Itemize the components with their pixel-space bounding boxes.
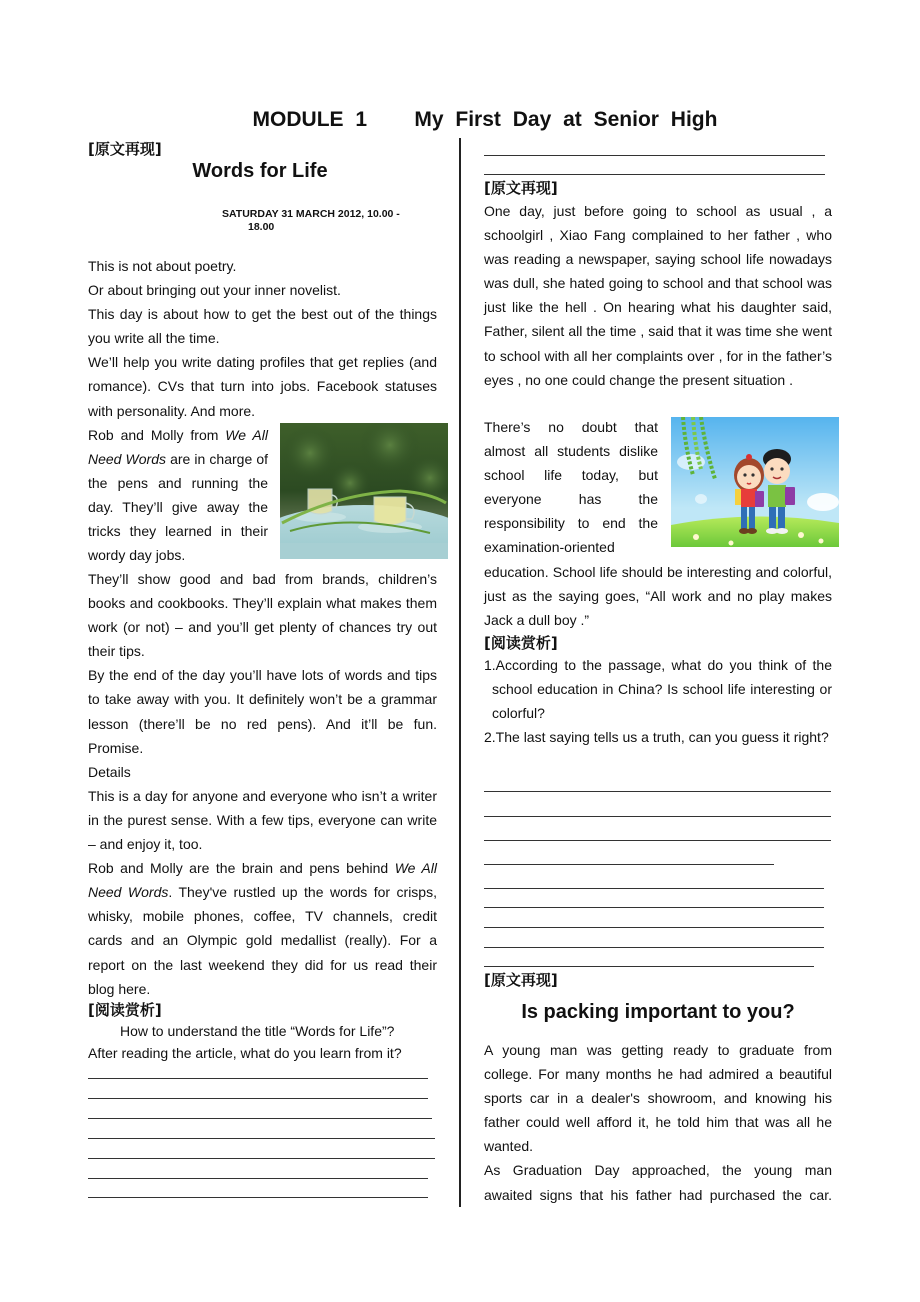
dateline-line2: 18.00	[248, 221, 275, 233]
details-heading: Details	[88, 763, 131, 780]
answer-line[interactable]	[88, 1118, 432, 1119]
intro-paragraphs	[88, 254, 437, 423]
answer-line[interactable]	[484, 966, 814, 967]
answer-line[interactable]	[484, 840, 831, 841]
answer-line[interactable]	[484, 816, 831, 817]
page-title: MODULE 1 My First Day at Senior High	[252, 108, 718, 131]
article-title-packing: Is packing important to you?	[521, 1001, 795, 1023]
answer-line[interactable]	[484, 907, 824, 908]
paragraph: As Graduation Day approached, the young man awaited signs that his father had purchased the car.	[484, 1162, 832, 1203]
question-2: 2.The last saying tells us a truth, can you guess it right?	[484, 729, 829, 745]
answer-line[interactable]	[484, 155, 825, 156]
paragraph: We’ll help you write dating profiles that get replies (and romance). CVs that turn into jobs. Facebook statuses with personality. And more.	[88, 354, 437, 419]
column-divider	[459, 138, 461, 1207]
analysis-question: How to understand the title “Words for Life”? After reading the article, what do you learn from it?	[88, 1023, 402, 1061]
body-paragraphs: They’ll show good and bad from brands, children’s books and cookbooks. They’ll explain what makes them work (or not) – and you’ll get plenty of chances try out their tips. By the end of the day you’ll have lots of words and tips to take away with you. It definitely won’t be a grammar lesson (there’ll be no red pens). And it’ll be fun. Promise. Details This is a day for anyone and everyone who isn’t a writer in the purest sense. With a few tips, everyone can write – and enjoy it, too. Rob and Molly are the brain and pens behind We All Need Words. They've rustled up the words for crisps, whisky, mobile phones, coffee, TV channels, credit cards and an Olympic gold medallist (really). For a report on the last weekend they did for us read their blog here.	[88, 567, 437, 1001]
answer-line[interactable]	[88, 1197, 428, 1198]
answer-line[interactable]	[88, 1158, 435, 1159]
answer-line[interactable]	[484, 888, 824, 889]
paragraph: This is not about poetry.	[88, 258, 237, 274]
event-dateline	[222, 208, 432, 234]
answer-line[interactable]	[88, 1078, 428, 1079]
answer-line[interactable]	[484, 791, 831, 792]
article2-paragraphs	[484, 1038, 832, 1207]
paragraph: Or about bringing out your inner novelist.	[88, 282, 341, 299]
tea-cups-photo	[280, 423, 448, 559]
answer-line[interactable]	[484, 927, 824, 928]
paragraph: By the end of the day you’ll have lots of words and tips to take away with you. It definitely won’t be a grammar lesson (there’ll be no red pens). And it’ll be fun. Promise.	[88, 667, 437, 756]
publication-name: We All Need Words	[88, 860, 437, 901]
paragraph: A young man was getting ready to graduate from college. For many months he had admired a beautiful sports car in a dealer's showroom, and knowing his father could well afford it, he told him that was all he wanted.	[484, 1042, 832, 1155]
paragraph: This day is about how to get the best out of the things you write all the time.	[88, 306, 437, 347]
reading-questions	[484, 653, 832, 749]
section-tag-reading-analysis: [阅读赏析]	[484, 634, 558, 652]
answer-line[interactable]	[484, 174, 825, 175]
paragraph: They’ll show good and bad from brands, children’s books and cookbooks. They’ll explain what makes them work (or not) – and you’ll get plenty of chances try out their tips.	[88, 571, 437, 660]
section-tag-original-text: [原文再现]	[484, 971, 558, 989]
dateline-line1: SATURDAY 31 MARCH 2012, 10.00 -	[222, 208, 400, 220]
answer-line[interactable]	[88, 1098, 428, 1099]
paragraph: This is a day for anyone and everyone who isn’t a writer in the purest sense. With a few tips, everyone can write – and enjoy it, too.	[88, 787, 437, 853]
beside-image-paragraph: There’s no doubt that almost all students dislike school life today, but everyone has the responsibility to end the examination-oriented	[484, 419, 658, 556]
answer-line[interactable]	[484, 864, 774, 865]
answer-line[interactable]	[88, 1178, 428, 1179]
section-tag-reading-analysis: [阅读赏析]	[88, 1001, 162, 1019]
after-image-paragraph: education. School life should be interesting and colorful, just as the saying goes, “All work and no play makes Jack a dull boy .”	[484, 564, 832, 629]
article-title-words-for-life: Words for Life	[192, 160, 328, 182]
answer-line[interactable]	[484, 947, 824, 948]
rob-molly-intro-paragraph: Rob and Molly from We All Need Words are in charge of the pens and running the day. They’ll give away the tricks they learned in their wordy day jobs.	[88, 427, 268, 564]
cartoon-students-image	[671, 417, 839, 547]
question-1: 1.According to the passage, what do you think of the school education in China? Is school life interesting or colorful?	[484, 657, 832, 721]
story-paragraph: One day, just before going to school as usual , a schoolgirl , Xiao Fang complained to her father , who was reading a newspaper, saying school life nowadays was dull, she hated going to school and that school was just like the hell . On hearing what his daughter said, Father, silent all the time , said that it was time she went to school with all her complaints over , for in the father’s eyes , no one could change the present situation .	[484, 203, 832, 388]
publication-name: We All Need Words	[88, 427, 268, 468]
section-tag-original-text: [原文再现]	[484, 179, 558, 197]
answer-line[interactable]	[88, 1138, 435, 1139]
section-tag-original-text: [原文再现]	[88, 140, 162, 158]
